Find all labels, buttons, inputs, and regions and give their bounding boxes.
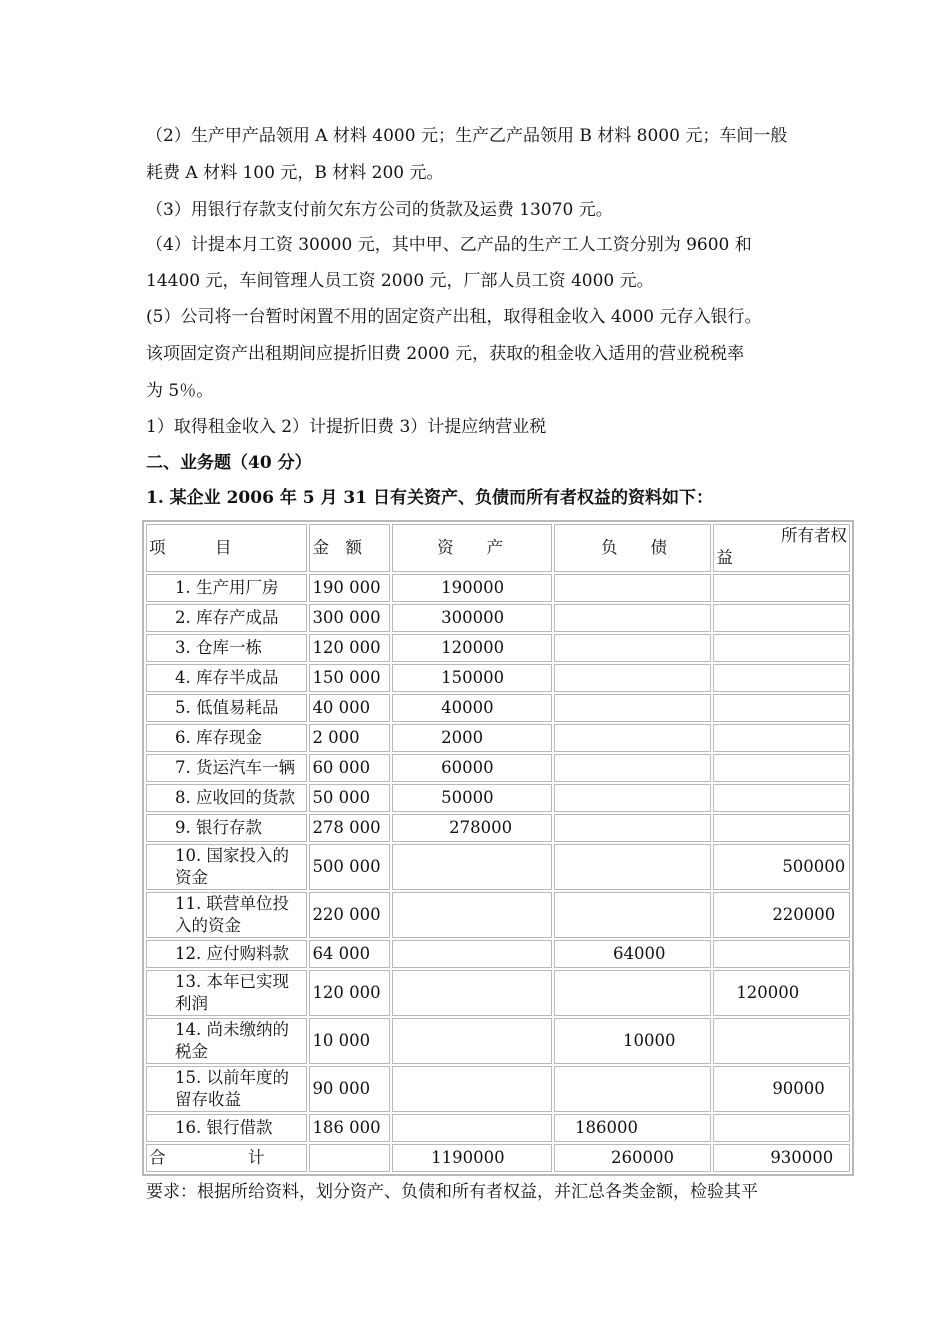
cell-asset: 2000 <box>392 724 552 752</box>
balance-table <box>142 520 854 1176</box>
cell-amount: 120 000 <box>309 970 390 1016</box>
header-equity-top: 所有者权 <box>781 526 847 545</box>
cell-amount: 90 000 <box>309 1066 390 1112</box>
cell-amount: 60 000 <box>309 754 390 782</box>
table-row <box>146 784 850 812</box>
table-row <box>146 574 850 602</box>
cell-amount: 278 000 <box>309 814 390 842</box>
cell-asset <box>392 844 552 890</box>
question-title: 1. 某企业 2006 年 5 月 31 日有关资产、负债而所有者权益的资料如下： <box>146 488 713 508</box>
cell-amount: 2 000 <box>309 724 390 752</box>
table-row <box>146 892 850 938</box>
paragraph-3: （3）用银行存款支付前欠东方公司的货款及运费 13070 元。 <box>146 200 613 220</box>
table-row <box>146 814 850 842</box>
paragraph-5-line2: 该项固定资产出租期间应提折旧费 2000 元，获取的租金收入适用的营业税税率 <box>146 344 745 364</box>
cell-liability <box>554 634 711 662</box>
table-row <box>146 844 850 890</box>
section-title: 二、业务题（40 分） <box>146 453 312 473</box>
cell-equity: 120000 <box>713 970 850 1016</box>
table-row <box>146 634 850 662</box>
cell-liability: 186000 <box>554 1114 711 1142</box>
cell-asset <box>392 892 552 938</box>
cell-liability <box>554 970 711 1016</box>
total-row <box>146 1144 850 1172</box>
cell-liability <box>554 724 711 752</box>
header-item: 项 目 <box>146 524 307 572</box>
cell-equity <box>713 814 850 842</box>
paragraph-4-line1: （4）计提本月工资 30000 元，其中甲、乙产品的生产工人工资分别为 9600 和 <box>146 235 752 255</box>
table-row <box>146 970 850 1016</box>
table-row <box>146 754 850 782</box>
cell-liability <box>554 844 711 890</box>
table-header-row <box>146 524 850 572</box>
header-asset: 资 产 <box>392 524 552 572</box>
table-row <box>146 1066 850 1112</box>
cell-item: 10. 国家投入的资金 <box>146 844 307 890</box>
cell-asset: 190000 <box>392 574 552 602</box>
cell-item: 16. 银行借款 <box>146 1114 307 1142</box>
cell-item: 13. 本年已实现利润 <box>146 970 307 1016</box>
cell-asset: 150000 <box>392 664 552 692</box>
requirement-text: 要求：根据所给资料，划分资产、负债和所有者权益，并汇总各类金额，检验其平 <box>146 1182 758 1202</box>
cell-asset: 278000 <box>392 814 552 842</box>
cell-liability <box>554 574 711 602</box>
paragraph-4-line2: 14400 元，车间管理人员工资 2000 元，厂部人员工资 4000 元。 <box>146 271 654 291</box>
cell-liability: 10000 <box>554 1018 711 1064</box>
cell-asset <box>392 970 552 1016</box>
cell-asset: 40000 <box>392 694 552 722</box>
header-equity-bottom: 益 <box>716 548 733 567</box>
cell-liability <box>554 814 711 842</box>
cell-amount: 500 000 <box>309 844 390 890</box>
total-label: 合 计 <box>146 1144 307 1172</box>
paragraph-5-line3: 为 5％。 <box>146 381 214 401</box>
cell-item: 3. 仓库一栋 <box>146 634 307 662</box>
cell-item: 1. 生产用厂房 <box>146 574 307 602</box>
cell-equity <box>713 604 850 632</box>
total-equity: 930000 <box>713 1144 850 1172</box>
cell-asset: 60000 <box>392 754 552 782</box>
cell-item: 12. 应付购料款 <box>146 940 307 968</box>
cell-asset <box>392 940 552 968</box>
cell-asset <box>392 1114 552 1142</box>
table-row <box>146 1018 850 1064</box>
cell-equity <box>713 724 850 752</box>
cell-amount: 40 000 <box>309 694 390 722</box>
table-body <box>146 574 850 1142</box>
cell-amount: 10 000 <box>309 1018 390 1064</box>
cell-item: 7. 货运汽车一辆 <box>146 754 307 782</box>
cell-amount: 190 000 <box>309 574 390 602</box>
cell-amount: 220 000 <box>309 892 390 938</box>
cell-liability <box>554 664 711 692</box>
cell-item: 8. 应收回的货款 <box>146 784 307 812</box>
header-equity <box>713 524 850 572</box>
cell-item: 2. 库存产成品 <box>146 604 307 632</box>
cell-item: 15. 以前年度的留存收益 <box>146 1066 307 1112</box>
cell-equity <box>713 1018 850 1064</box>
cell-liability <box>554 892 711 938</box>
cell-item: 9. 银行存款 <box>146 814 307 842</box>
cell-equity: 500000 <box>713 844 850 890</box>
cell-amount: 64 000 <box>309 940 390 968</box>
cell-item: 4. 库存半成品 <box>146 664 307 692</box>
total-liability: 260000 <box>554 1144 711 1172</box>
cell-item: 11. 联营单位投入的资金 <box>146 892 307 938</box>
total-asset: 1190000 <box>392 1144 552 1172</box>
table-row <box>146 940 850 968</box>
cell-equity <box>713 1114 850 1142</box>
cell-item: 14. 尚未缴纳的税金 <box>146 1018 307 1064</box>
header-liability: 负 债 <box>554 524 711 572</box>
cell-liability <box>554 694 711 722</box>
cell-liability: 64000 <box>554 940 711 968</box>
cell-item: 5. 低值易耗品 <box>146 694 307 722</box>
cell-liability <box>554 754 711 782</box>
header-amount: 金 额 <box>309 524 390 572</box>
cell-equity <box>713 574 850 602</box>
cell-asset <box>392 1066 552 1112</box>
cell-liability <box>554 1066 711 1112</box>
cell-amount: 300 000 <box>309 604 390 632</box>
cell-equity <box>713 754 850 782</box>
cell-item: 6. 库存现金 <box>146 724 307 752</box>
cell-amount: 120 000 <box>309 634 390 662</box>
cell-asset: 120000 <box>392 634 552 662</box>
cell-equity <box>713 694 850 722</box>
cell-asset <box>392 1018 552 1064</box>
table-row <box>146 664 850 692</box>
cell-liability <box>554 784 711 812</box>
cell-liability <box>554 604 711 632</box>
paragraph-5-line1: (5）公司将一台暂时闲置不用的固定资产出租，取得租金收入 4000 元存入银行。 <box>146 307 762 327</box>
table-row <box>146 604 850 632</box>
paragraph-2-line1: （2）生产甲产品领用 A 材料 4000 元；生产乙产品领用 B 材料 8000 元；车间一般 <box>146 126 788 146</box>
cell-equity: 90000 <box>713 1066 850 1112</box>
sub-items-line: 1）取得租金收入 2）计提折旧费 3）计提应纳营业税 <box>146 417 547 437</box>
total-amount <box>309 1144 390 1172</box>
cell-equity <box>713 664 850 692</box>
cell-amount: 186 000 <box>309 1114 390 1142</box>
cell-amount: 150 000 <box>309 664 390 692</box>
cell-equity <box>713 634 850 662</box>
cell-equity <box>713 784 850 812</box>
cell-equity <box>713 940 850 968</box>
cell-asset: 300000 <box>392 604 552 632</box>
cell-asset: 50000 <box>392 784 552 812</box>
table-row <box>146 694 850 722</box>
cell-equity: 220000 <box>713 892 850 938</box>
paragraph-2-line2: 耗费 A 材料 100 元，B 材料 200 元。 <box>146 163 444 183</box>
cell-amount: 50 000 <box>309 784 390 812</box>
table-row <box>146 724 850 752</box>
table-row <box>146 1114 850 1142</box>
